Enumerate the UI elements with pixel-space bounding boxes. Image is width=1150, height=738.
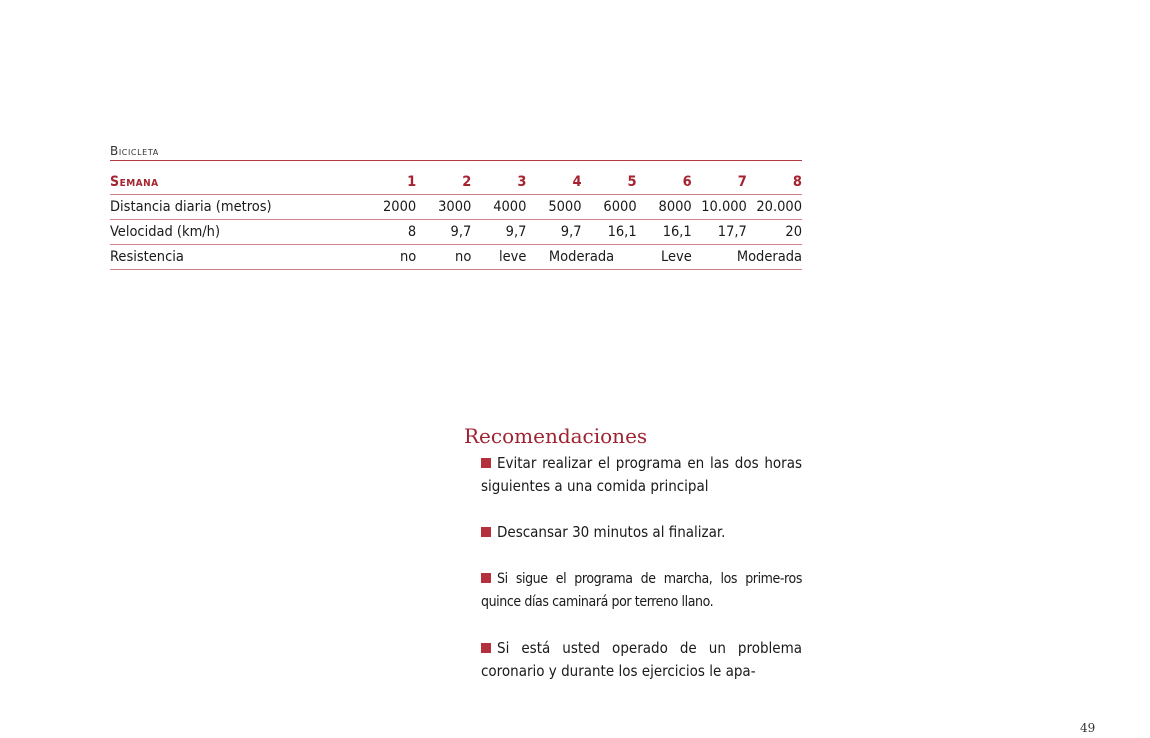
table-cell: 17,7 — [692, 220, 747, 245]
table-cell: Moderada — [692, 245, 802, 270]
table-cell: 16,1 — [582, 220, 637, 245]
week-header: 2 — [416, 170, 471, 195]
table-cell: 9,7 — [416, 220, 471, 245]
week-header: 4 — [526, 170, 581, 195]
table-title: Bicicleta — [110, 144, 802, 161]
table-cell: 9,7 — [471, 220, 526, 245]
header-label: Semana — [110, 170, 377, 195]
bullet-square-icon — [481, 573, 491, 583]
table-cell: 6000 — [582, 195, 637, 220]
bullet-square-icon — [481, 458, 491, 468]
row-label: Distancia diaria (metros) — [110, 195, 377, 220]
week-header: 7 — [692, 170, 747, 195]
bullet-square-icon — [481, 527, 491, 537]
schedule-table — [110, 170, 802, 270]
recommendations-title: Recomendaciones — [464, 424, 648, 448]
table-cell: Leve — [637, 245, 692, 270]
table-cell: no — [416, 245, 471, 270]
row-label: Resistencia — [110, 245, 377, 270]
table-cell: 8000 — [637, 195, 692, 220]
recommendation-item — [481, 637, 802, 683]
table-header-row — [110, 170, 802, 195]
table-cell: 10.000 — [692, 195, 747, 220]
recommendation-item — [481, 521, 802, 544]
table-cell: 5000 — [526, 195, 581, 220]
table-cell: 16,1 — [637, 220, 692, 245]
recommendation-text: Descansar 30 minutos al finalizar. — [497, 523, 726, 541]
table-cell: leve — [471, 245, 526, 270]
recommendation-item — [481, 452, 802, 498]
week-header: 8 — [747, 170, 802, 195]
table-cell: 3000 — [416, 195, 471, 220]
table-cell: 2000 — [377, 195, 416, 220]
table-row — [110, 245, 802, 270]
table-cell: 20 — [747, 220, 802, 245]
table-cell: 8 — [377, 220, 416, 245]
recommendation-text: Evitar realizar el programa en las dos horas siguientes a una comida principal — [481, 454, 802, 495]
recommendation-text: Si sigue el programa de marcha, los prime-ros quince días caminará por terreno llano. — [481, 571, 802, 610]
table-row — [110, 195, 802, 220]
recommendation-text: Si está usted operado de un problema coronario y durante los ejercicios le apa- — [481, 639, 802, 680]
table-cell: 9,7 — [526, 220, 581, 245]
recommendation-item — [481, 568, 802, 614]
table-cell: Moderada — [526, 245, 636, 270]
week-header: 5 — [582, 170, 637, 195]
week-header: 1 — [377, 170, 416, 195]
table-cell: 20.000 — [747, 195, 802, 220]
table-cell: no — [377, 245, 416, 270]
bullet-square-icon — [481, 643, 491, 653]
page-number: 49 — [1080, 721, 1096, 735]
week-header: 3 — [471, 170, 526, 195]
table-cell: 4000 — [471, 195, 526, 220]
week-header: 6 — [637, 170, 692, 195]
row-label: Velocidad (km/h) — [110, 220, 377, 245]
table-row — [110, 220, 802, 245]
